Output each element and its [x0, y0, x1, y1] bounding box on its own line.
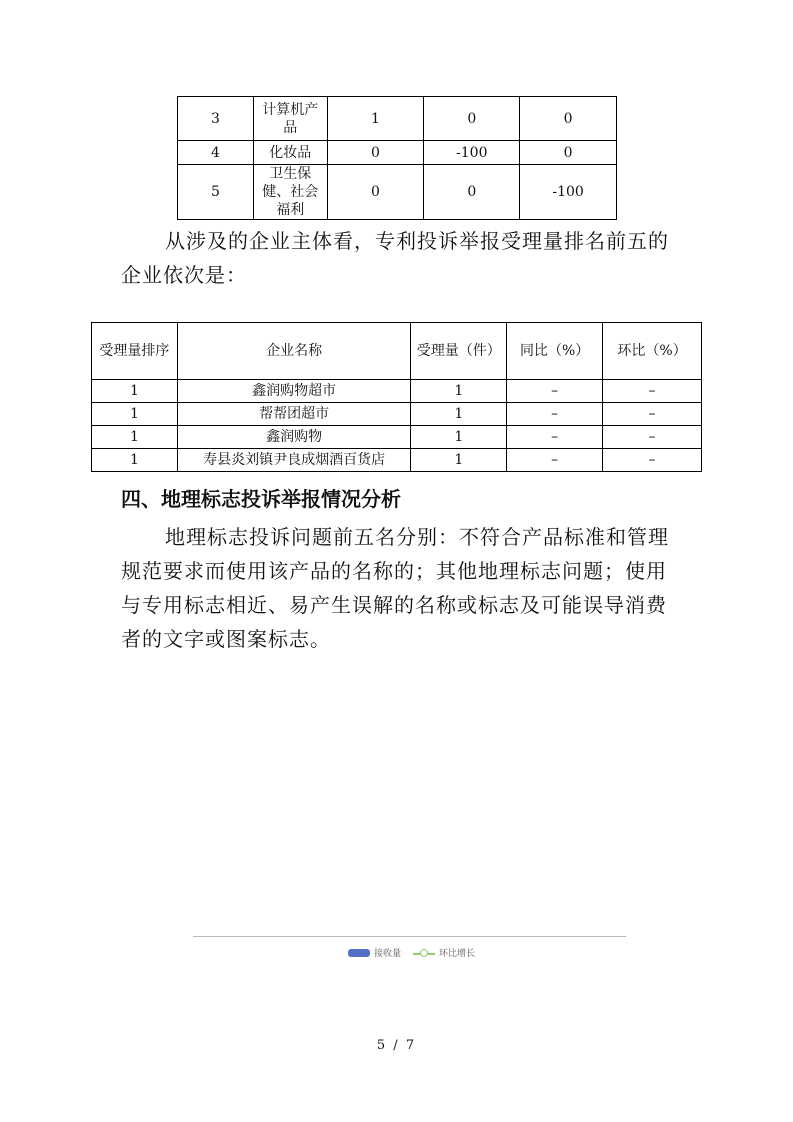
legend-line-label: 环比增长 — [439, 949, 476, 959]
table-row — [178, 97, 617, 141]
table-cell: 寿县炎刘镇尹良成烟酒百货店 — [177, 449, 411, 472]
table-cell: 化妆品 — [253, 141, 327, 165]
table-cell: 1 — [92, 380, 178, 403]
section-heading: 四、地理标志投诉举报情况分析 — [121, 487, 401, 511]
header-cell: 环比（%） — [603, 323, 702, 380]
enterprise-intro-paragraph: 从涉及的企业主体看，专利投诉举报受理量排名前五的企业依次是： — [121, 229, 669, 287]
table-cell: 0 — [520, 97, 617, 141]
header-cell: 受理量排序 — [92, 323, 178, 380]
table-cell: 3 — [178, 97, 254, 141]
table-cell: – — [507, 403, 603, 426]
chart-divider — [193, 936, 626, 937]
table-row — [178, 141, 617, 165]
table-cell: 1 — [92, 403, 178, 426]
table-cell: – — [603, 403, 702, 426]
table-cell: 1 — [92, 449, 178, 472]
table-cell: 1 — [411, 449, 507, 472]
table-cell: 1 — [411, 403, 507, 426]
table-cell: – — [603, 380, 702, 403]
table-cell: – — [507, 449, 603, 472]
table-cell: 计算机产品 — [253, 97, 327, 141]
page-number: 5 / 7 — [376, 1038, 417, 1053]
bar-swatch-icon — [348, 949, 370, 957]
table-cell: -100 — [520, 165, 617, 220]
table-cell: – — [603, 426, 702, 449]
table-row — [178, 165, 617, 220]
table-cell: 0 — [327, 165, 424, 220]
table-row — [92, 380, 702, 403]
table-cell: 1 — [411, 380, 507, 403]
enterprise-ranking-table — [91, 322, 702, 472]
table-cell: 帮帮团超市 — [177, 403, 411, 426]
table-cell: – — [507, 426, 603, 449]
table-cell: 0 — [424, 97, 520, 141]
geo-indication-paragraph: 地理标志投诉问题前五名分别：不符合产品标准和管理规范要求而使用该产品的名称的；其他地理标志问题；使用与专用标志相近、易产生误解的名称或标志及可能误导消费者的文字或图案标志。 — [121, 525, 669, 651]
chart-legend — [348, 946, 475, 959]
line-marker-icon — [413, 949, 435, 957]
table-cell: 鑫润购物超市 — [177, 380, 411, 403]
header-cell: 同比（%） — [507, 323, 603, 380]
table-cell: 卫生保健、社会福利 — [253, 165, 327, 220]
table-row — [92, 449, 702, 472]
table-header-row — [92, 323, 702, 380]
table-cell: – — [507, 380, 603, 403]
table-cell: – — [603, 449, 702, 472]
table-cell: 0 — [327, 141, 424, 165]
table-cell: 0 — [424, 165, 520, 220]
table-cell: 鑫润购物 — [177, 426, 411, 449]
table-cell: 0 — [520, 141, 617, 165]
table-cell: 5 — [178, 165, 254, 220]
table-cell: 1 — [327, 97, 424, 141]
header-cell: 企业名称 — [177, 323, 411, 380]
table-row — [92, 403, 702, 426]
table-cell: 1 — [92, 426, 178, 449]
table-cell: -100 — [424, 141, 520, 165]
header-cell: 受理量（件） — [411, 323, 507, 380]
category-table — [177, 96, 617, 220]
table-cell: 4 — [178, 141, 254, 165]
table-cell: 1 — [411, 426, 507, 449]
legend-bar-label: 接收量 — [374, 949, 402, 959]
table-row — [92, 426, 702, 449]
